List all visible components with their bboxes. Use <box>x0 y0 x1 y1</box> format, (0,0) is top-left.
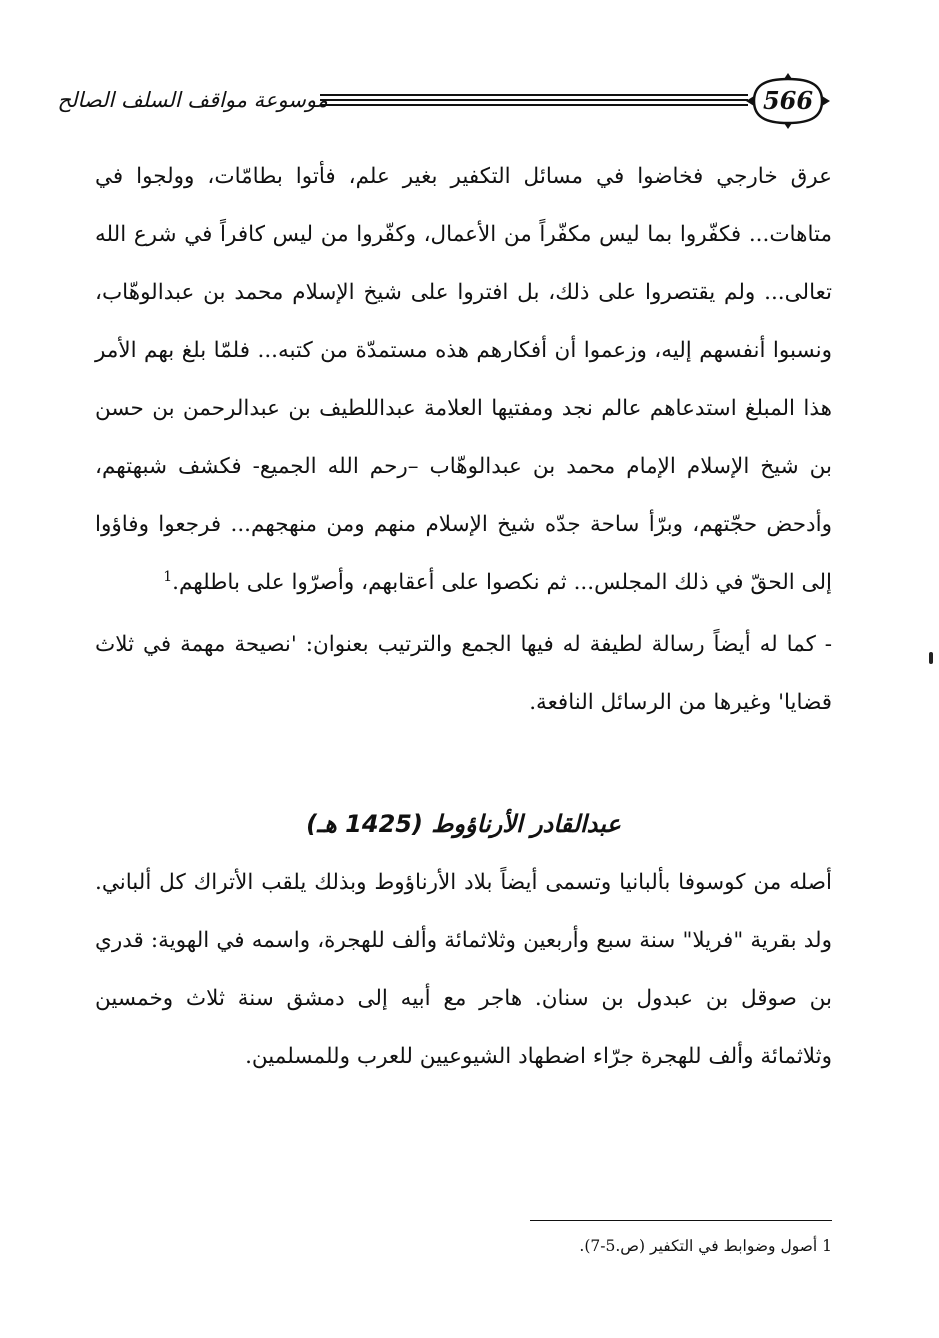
page-body <box>95 148 832 1086</box>
footnote-separator <box>530 1220 832 1221</box>
page-header <box>57 70 832 140</box>
paragraph-3: أصله من كوسوفا بألبانيا وتسمى أيضاً بلاد الأرناؤوط وبذلك يلقب الأتراك كل ألباني. ولد بقرية "فريلا" سنة سبع وأربعين وثلاثمائة وألف للهجرة، واسمه في الهوية: قدري بن صوقل بن عبدول بن سنان. هاجر مع أبيه إلى دمشق سنة ثلاث وخمسين وثلاثمائة وألف للهجرة جرّاء اضطهاد الشيوعيين للعرب وللمسلمين. <box>95 870 832 1069</box>
paragraph-2: - كما له أيضاً رسالة لطيفة له فيها الجمع والترتيب بعنوان: 'نصيحة مهمة في ثلاث قضايا' وغيرها من الرسائل النافعة. <box>95 632 832 715</box>
paragraph-1-text: عرق خارجي فخاضوا في مسائل التكفير بغير علم، فأتوا بطامّات، وولجوا في متاهات... فكفّروا بما ليس مكفّراً من الأعمال، وكفّروا من ليس كافراً في شرع الله تعالى... ولم يقتصروا على ذلك، بل افتروا على شيخ الإسلام محمد بن عبدالوهّاب، ونسبوا أنفسهم إليه، وزعموا أن أفكارهم هذه مستمدّة من كتبه... فلمّا بلغ بهم الأمر هذا المبلغ استدعاهم عالم نجد ومفتيها العلامة عبداللطيف بن عبدالرحمن بن حسن بن شيخ الإسلام الإمام محمد بن عبدالوهّاب –رحم الله الجميع- فكشف شبهتهم، وأدحض حجّتهم، وبرّأ ساحة جدّه شيخ الإسلام منهم ومن منهجهم... فرجعوا وفاؤوا إلى الحقّ في ذلك المجلس... ثم نكصوا على أعقابهم، وأصرّوا على باطلهم. <box>95 164 832 595</box>
footnote-number: 1 <box>822 1237 832 1255</box>
footnote-text: أصول وضوابط في التكفير (ص.5-7). <box>579 1237 818 1255</box>
paragraph-1 <box>95 148 832 612</box>
section-heading: عبدالقادر الأرناؤوط (1425 هـ) <box>306 810 621 838</box>
margin-mark <box>929 652 933 664</box>
header-rule <box>320 94 748 108</box>
footnote <box>232 1232 832 1260</box>
book-title: موسوعة مواقف السلف الصالح <box>57 88 328 112</box>
page-number-badge <box>744 72 832 130</box>
page-number: 566 <box>762 86 814 115</box>
footnote-reference: 1 <box>163 568 173 585</box>
